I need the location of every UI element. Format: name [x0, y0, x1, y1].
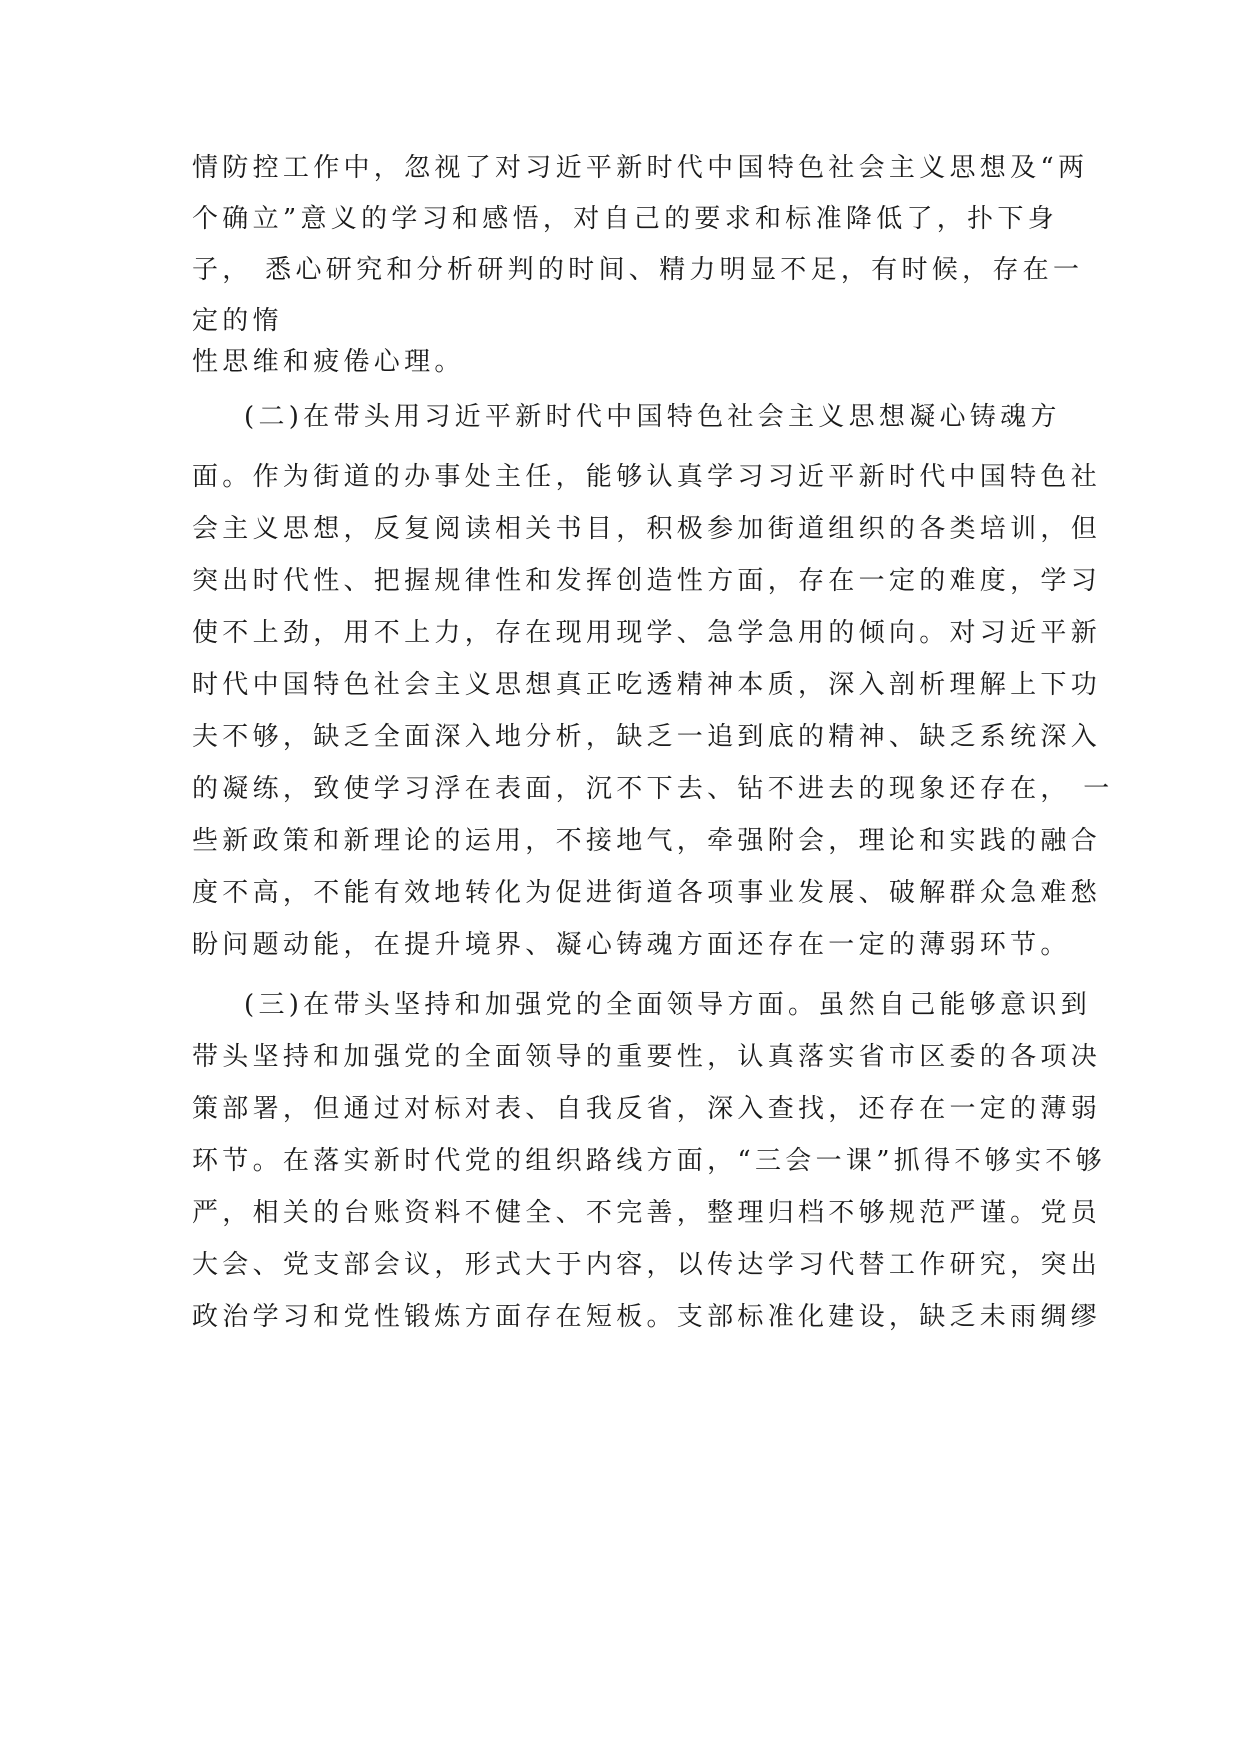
body-text-line: 个确立”意义的学习和感悟，对自己的要求和标准降低了，扑下身	[192, 204, 1058, 234]
body-text-line: 会主义思想，反复阅读相关书目，积极参加街道组织的各类培训，但	[192, 514, 1102, 544]
body-text-line: 政治学习和党性锻炼方面存在短板。支部标准化建设，缺乏未雨绸缪	[192, 1302, 1102, 1332]
body-text-line: 策部署，但通过对标对表、自我反省，深入查找，还存在一定的薄弱	[192, 1094, 1102, 1124]
body-text-line: 大会、党支部会议，形式大于内容，以传达学习代替工作研究，突出	[192, 1250, 1102, 1280]
body-text-line: 子， 悉心研究和分析研判的时间、精力明显不足，有时候，存在一	[192, 255, 1084, 285]
body-text-line: 的凝练，致使学习浮在表面，沉不下去、钻不进去的现象还存在， 一	[192, 774, 1114, 804]
body-text-line: 情防控工作中，忽视了对习近平新时代中国特色社会主义思想及“两	[192, 153, 1089, 183]
section-heading-2: (二)在带头用习近平新时代中国特色社会主义思想凝心铸魂方	[244, 402, 1061, 432]
body-text-line: 面。作为街道的办事处主任，能够认真学习习近平新时代中国特色社	[192, 462, 1102, 492]
body-text-line: 带头坚持和加强党的全面领导的重要性，认真落实省市区委的各项决	[192, 1042, 1102, 1072]
body-text-line: 使不上劲，用不上力，存在现用现学、急学急用的倾向。对习近平新	[192, 618, 1102, 648]
body-text-line: 环节。在落实新时代党的组织路线方面，“三会一课”抓得不够实不够	[192, 1146, 1106, 1176]
body-text-line: 盼问题动能，在提升境界、凝心铸魂方面还存在一定的薄弱环节。	[192, 930, 1071, 960]
body-text-line: 严，相关的台账资料不健全、不完善，整理归档不够规范严谨。党员	[192, 1198, 1102, 1228]
body-text-line: 突出时代性、把握规律性和发挥创造性方面，存在一定的难度，学习	[192, 566, 1102, 596]
body-text-line: 时代中国特色社会主义思想真正吃透精神本质，深入剖析理解上下功	[192, 670, 1102, 700]
body-text-line: 定的惰	[192, 306, 283, 336]
body-text-line: 性思维和疲倦心理。	[192, 347, 465, 377]
body-text-line: 夫不够，缺乏全面深入地分析，缺乏一追到底的精神、缺乏系统深入	[192, 722, 1102, 752]
body-text-line: 度不高，不能有效地转化为促进街道各项事业发展、破解群众急难愁	[192, 878, 1102, 908]
section-heading-3: (三)在带头坚持和加强党的全面领导方面。虽然自己能够意识到	[244, 990, 1091, 1020]
body-text-line: 些新政策和新理论的运用，不接地气，牵强附会，理论和实践的融合	[192, 826, 1102, 856]
